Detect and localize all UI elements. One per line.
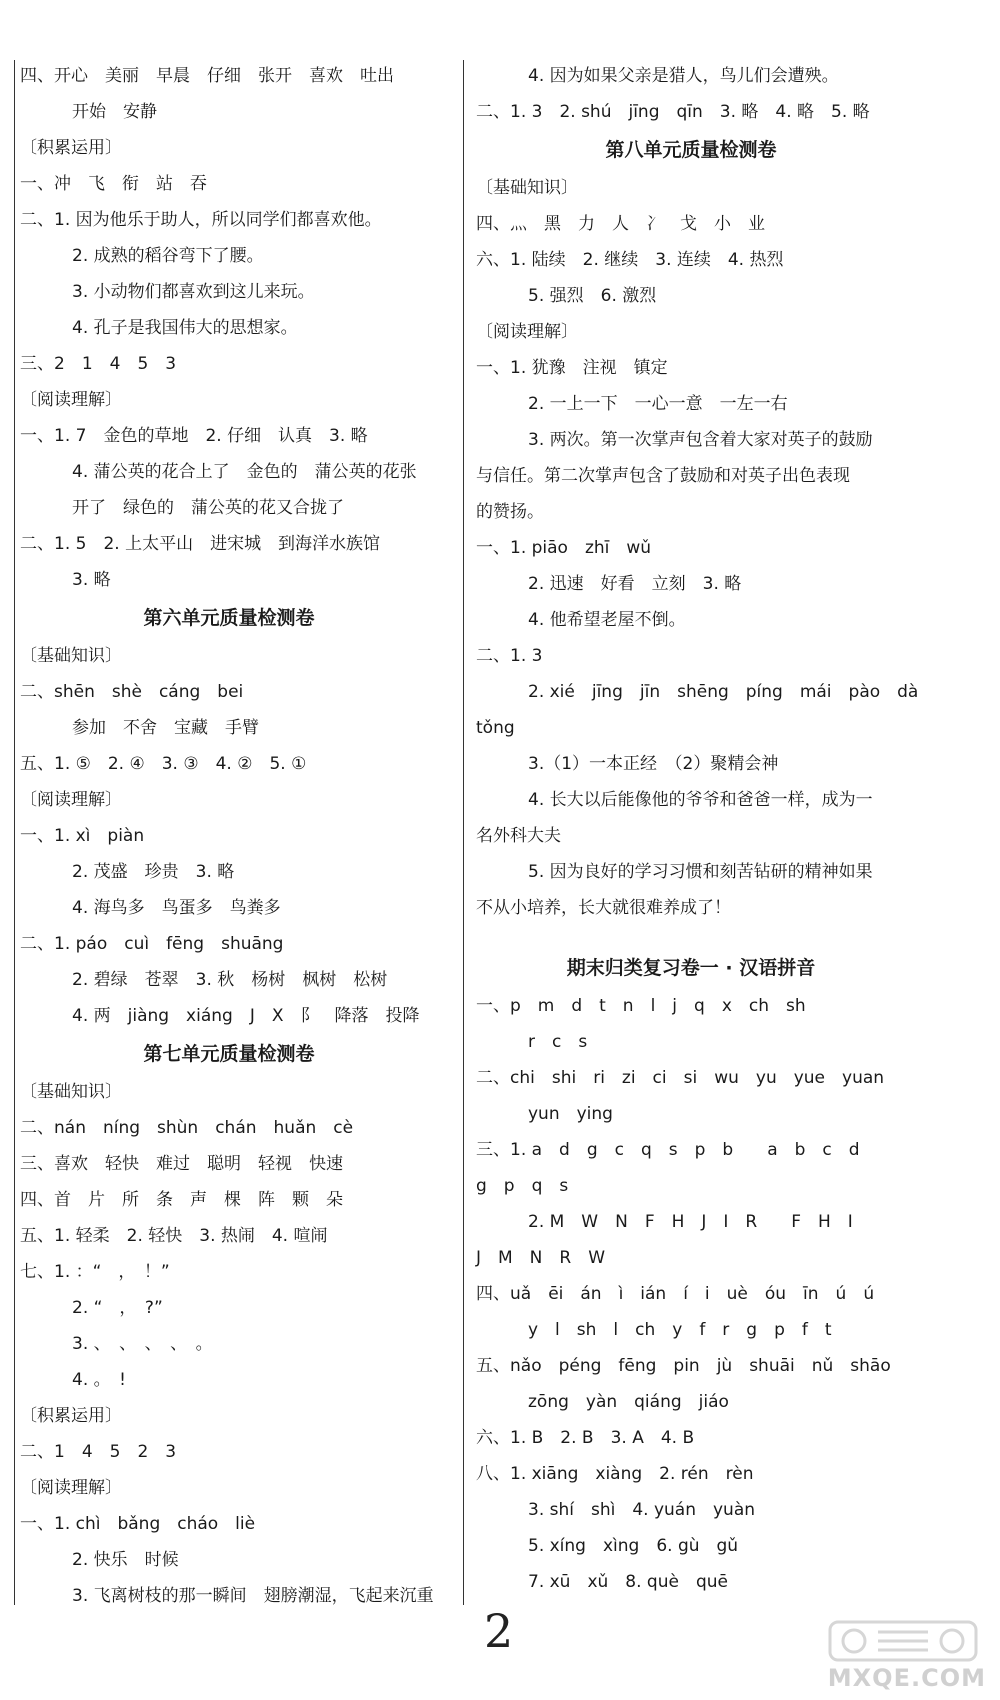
answer-line: 2. “ ， ?”	[72, 1298, 163, 1318]
answer-line: 二、1 4 5 2 3	[20, 1442, 177, 1462]
answer-line: 四、开心 美丽 早晨 仔细 张开 喜欢 吐出	[20, 66, 394, 86]
answer-line: 3. 略	[72, 570, 111, 590]
answer-line: 2. 一上一下 一心一意 一左一右	[528, 394, 788, 414]
answer-line: 四、首 片 所 条 声 棵 阵 颗 朵	[20, 1190, 343, 1210]
answer-line: 一、p m d t n l j q x ch sh	[476, 996, 806, 1016]
answer-line: tǒng	[476, 718, 515, 738]
left-column	[20, 58, 438, 1614]
section-title: 期末归类复习卷一 · 汉语拼音	[566, 957, 816, 979]
left-margin-rule	[14, 60, 15, 1605]
answer-line: 4. 海鸟多 鸟蛋多 鸟粪多	[72, 898, 281, 918]
answer-line: 四、uǎ ēi án ì ián í i uè óu īn ú ú	[476, 1284, 875, 1304]
answer-line: 名外科大夫	[476, 826, 561, 846]
answer-line: 2. 茂盛 珍贵 3. 略	[72, 862, 235, 882]
answer-line: 三、2 1 4 5 3	[20, 354, 177, 374]
answer-line: 三、1. a d g c q s p b a b c d	[476, 1140, 860, 1160]
answer-line: 六、1. B 2. B 3. A 4. B	[476, 1428, 695, 1448]
answer-line: 参加 不舍 宝藏 手臂	[72, 718, 259, 738]
answer-line: 3. 小动物们都喜欢到这儿来玩。	[72, 282, 315, 302]
answer-line: 二、1. 因为他乐于助人，所以同学们都喜欢他。	[20, 210, 382, 230]
answer-line: 3.（1）一本正经 （2）聚精会神	[528, 754, 779, 774]
answer-line: 4. 蒲公英的花合上了 金色的 蒲公英的花张	[72, 462, 417, 482]
answer-line: 二、shēn shè cáng bei	[20, 682, 244, 702]
subsection-label: 〔基础知识〕	[20, 1082, 122, 1102]
answer-line: 4. 他希望老屋不倒。	[528, 610, 686, 630]
answer-line: 的赞扬。	[476, 502, 544, 522]
answer-line: yun ying	[528, 1104, 613, 1124]
subsection-label: 〔基础知识〕	[20, 646, 122, 666]
answer-line: 开始 安静	[72, 102, 157, 122]
answer-line: 八、1. xiāng xiàng 2. rén rèn	[476, 1464, 754, 1484]
answer-line: 二、1. 5 2. 上太平山 进宋城 到海洋水族馆	[20, 534, 381, 554]
section-title: 第七单元质量检测卷	[143, 1043, 315, 1065]
answer-line: 5. 因为良好的学习习惯和刻苦钻研的精神如果	[528, 862, 873, 882]
answer-line: 不从小培养，长大就很难养成了！	[476, 898, 731, 918]
answer-line: 一、1. xì piàn	[20, 826, 145, 846]
right-column	[476, 58, 919, 1600]
answer-line: 2. M W N F H J I R F H I	[528, 1212, 853, 1232]
answer-line: 7. xū xǔ 8. què quē	[528, 1572, 728, 1592]
answer-line: 4. 长大以后能像他的爷爷和爸爸一样，成为一	[528, 790, 873, 810]
spacer	[476, 926, 906, 948]
answer-line: 五、nǎo péng fēng pin jù shuāi nǔ shāo	[476, 1356, 891, 1376]
answer-line: y l sh l ch y f r g p f t	[528, 1320, 832, 1340]
answer-line: 五、1. ⑤ 2. ④ 3. ③ 4. ② 5. ①	[20, 754, 307, 774]
answer-line: 二、1. 3	[476, 646, 543, 666]
answer-line: 七、1. ：“ ， ！”	[20, 1262, 170, 1282]
answer-line: 3. 飞离树枝的那一瞬间 翅膀潮湿，飞起来沉重	[72, 1586, 434, 1606]
answer-line: 五、1. 轻柔 2. 轻快 3. 热闹 4. 喧闹	[20, 1226, 328, 1246]
answer-line: 2. 碧绿 苍翠 3. 秋 杨树 枫树 松树	[72, 970, 388, 990]
answer-line: 3. shí shì 4. yuán yuàn	[528, 1500, 756, 1520]
answer-line: J M N R W	[476, 1248, 606, 1268]
answer-line: 二、1. páo cuì fēng shuāng	[20, 934, 284, 954]
watermark-logo-icon	[828, 1618, 978, 1664]
section-title: 第六单元质量检测卷	[143, 607, 315, 629]
answer-line: 2. 迅速 好看 立刻 3. 略	[528, 574, 742, 594]
answer-line: 2. xié jīng jīn shēng píng mái pào dà	[528, 682, 919, 702]
answer-line: 一、1. 犹豫 注视 镇定	[476, 358, 668, 378]
subsection-label: 〔阅读理解〕	[20, 1478, 122, 1498]
answer-line: 4. 两 jiàng xiáng J X 阝 降落 投降	[72, 1006, 420, 1026]
watermark-site: MXQE.COM	[827, 1664, 986, 1692]
subsection-label: 〔积累运用〕	[20, 1406, 122, 1426]
answer-line: 二、nán níng shùn chán huǎn cè	[20, 1118, 354, 1138]
subsection-label: 〔阅读理解〕	[476, 322, 578, 342]
answer-line: r c s	[528, 1032, 588, 1052]
section-title: 第八单元质量检测卷	[605, 139, 777, 161]
answer-line: 5. xíng xìng 6. gù gǔ	[528, 1536, 739, 1556]
answer-line: 二、chi shi ri zi ci si wu yu yue yuan	[476, 1068, 885, 1088]
column-divider	[463, 60, 464, 1605]
answer-line: 六、1. 陆续 2. 继续 3. 连续 4. 热烈	[476, 250, 784, 270]
subsection-label: 〔积累运用〕	[20, 138, 122, 158]
subsection-label: 〔基础知识〕	[476, 178, 578, 198]
answer-line: 4. 。 !	[72, 1370, 126, 1390]
answer-line: 一、1. piāo zhī wǔ	[476, 538, 652, 558]
answer-line: 一、1. chì bǎng cháo liè	[20, 1514, 256, 1534]
answer-line: 二、1. 3 2. shú jīng qīn 3. 略 4. 略 5. 略	[476, 102, 870, 122]
answer-line: 开了 绿色的 蒲公英的花又合拢了	[72, 498, 344, 518]
subsection-label: 〔阅读理解〕	[20, 790, 122, 810]
answer-line: 四、灬 黑 力 人 冫 戈 小 业	[476, 214, 765, 234]
answer-line: g p q s	[476, 1176, 569, 1196]
page-number: 2	[484, 1604, 514, 1658]
answer-line: 2. 成熟的稻谷弯下了腰。	[72, 246, 264, 266]
answer-line: 与信任。第二次掌声包含了鼓励和对英子出色表现	[476, 466, 850, 486]
answer-line: 三、喜欢 轻快 难过 聪明 轻视 快速	[20, 1154, 343, 1174]
answer-line: 一、1. 7 金色的草地 2. 仔细 认真 3. 略	[20, 426, 368, 446]
answer-line: 一、冲 飞 衔 站 吞	[20, 174, 207, 194]
subsection-label: 〔阅读理解〕	[20, 390, 122, 410]
answer-line: 4. 孔子是我国伟大的思想家。	[72, 318, 298, 338]
answer-line: zōng yàn qiáng jiáo	[528, 1392, 729, 1412]
answer-line: 3. 、 、 、 、 。	[72, 1334, 213, 1354]
answer-line: 4. 因为如果父亲是猎人，鸟儿们会遭殃。	[528, 66, 839, 86]
answer-line: 3. 两次。第一次掌声包含着大家对英子的鼓励	[528, 430, 873, 450]
answer-line: 2. 快乐 时候	[72, 1550, 179, 1570]
answer-line: 5. 强烈 6. 激烈	[528, 286, 657, 306]
